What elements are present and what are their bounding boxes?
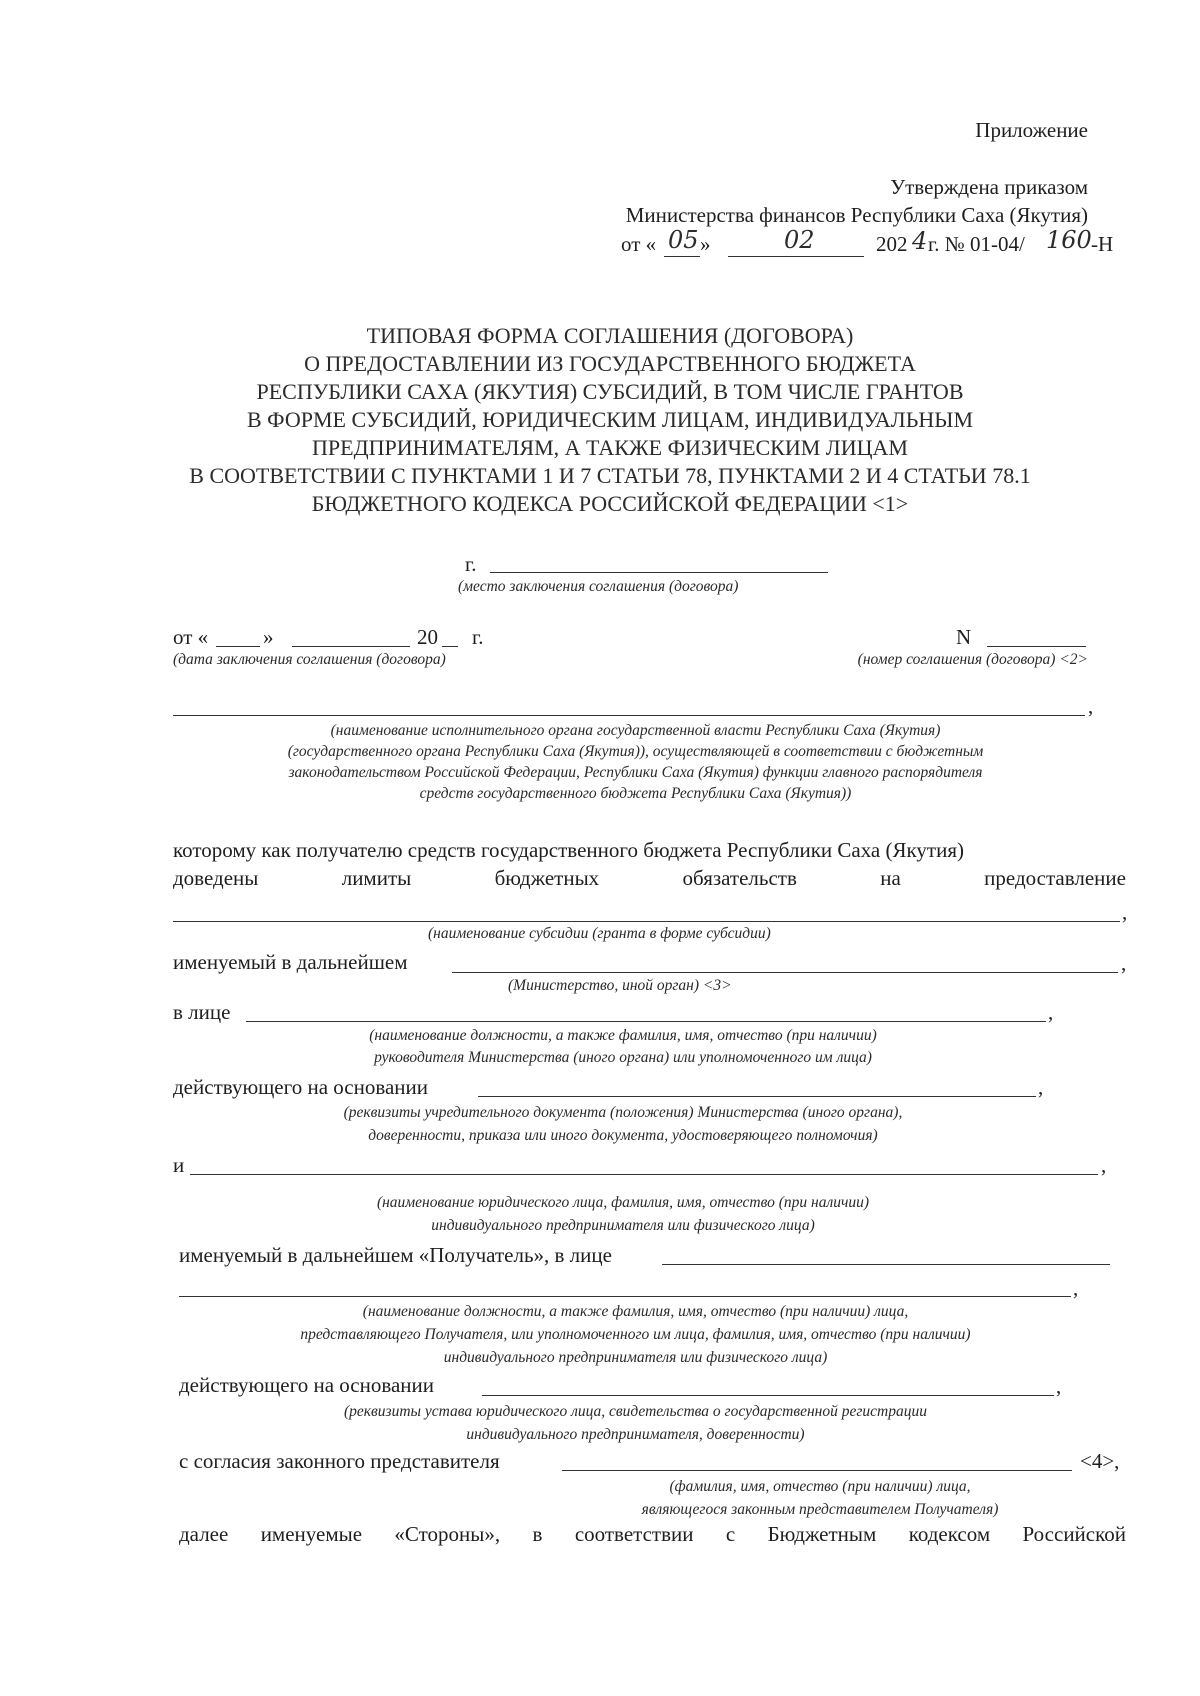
named-label: именуемый в дальнейшем [173,950,408,974]
and-label: и [173,1153,185,1177]
receiver-note: (наименование должности, а также фамилия, имя, отчество (при наличии) лица, представляющего Получателя, или уполномоченного им лица, фамилия, имя, отчество (при наличии) индивидуального предпринимателя или физического лица) [300,1303,971,1366]
number-note: (номер соглашения (договора) <2> [857,651,1088,668]
consent-field [562,1470,1072,1471]
consent-ref: <4>, [1080,1449,1120,1473]
organ-note: (наименование исполнительного органа государственной власти Республики Саха (Якутия) (государственного органа Республики Саха (Якутия)), осуществляющей в соответствии с бюджетным законодательством Российской Федерации, Республики Саха (Якутия) функции главного распорядителя средств государственного бюджета Республики Саха (Якутия)) [287,722,984,802]
consent-label: с согласия законного представителя [179,1449,500,1473]
consent-note: (фамилия, имя, отчество (при наличии) лица, являющегося законным представителем Получателя) [641,1478,999,1518]
document-title: ТИПОВАЯ ФОРМА СОГЛАШЕНИЯ (ДОГОВОРА) О ПРЕДОСТАВЛЕНИИ ИЗ ГОСУДАРСТВЕННОГО БЮДЖЕТА РЕСПУБЛИКИ САХА (ЯКУТИЯ) СУБСИДИЙ, В ТОМ ЧИСЛЕ ГРАНТОВ В ФОРМЕ СУБСИДИЙ, ЮРИДИЧЕСКИМ ЛИЦАМ, ИНДИВИДУАЛЬНЫМ ПРЕДПРИНИМАТЕЛЯМ, А ТАКЖЕ ФИЗИЧЕСКИМ ЛИЦАМ В СООТВЕТСТВИИ С ПУНКТАМИ 1 И 7 СТАТЬИ 78, ПУНКТАМИ 2 И 4 СТАТЬИ 78.1 БЮДЖЕТНОГО КОДЕКСА РОССИЙСКОЙ ФЕДЕРАЦИИ <1> [189,323,1031,516]
recipient-line-1: которому как получателю средств государственного бюджета Республики Саха (Якутия) [173,838,964,862]
handwritten-order-number: 160 [1046,226,1092,254]
recipient-line-2: доведены лимиты бюджетных обязательств на предоставление [173,866,1126,890]
appendix-label: Приложение [975,118,1088,142]
in-person-field [246,1021,1046,1022]
subsidy-field [173,921,1120,922]
place-field [490,572,828,573]
ministry-line: Министерства финансов Республики Саха (Якутия) [625,203,1088,227]
acting-field [478,1096,1036,1097]
date-note: (дата заключения соглашения (договора) [173,651,446,668]
acting2-note: (реквизиты устава юридического лица, свидетельства о государственной регистрации индивидуального предпринимателя, доверенности) [344,1403,927,1443]
handwritten-year-digit: 4 [912,227,928,255]
in-person-note: (наименование должности, а также фамилия, имя, отчество (при наличии) руководителя Министерства (иного органа) или уполномоченного им лица) [369,1027,877,1066]
document-page: Приложение Утверждена приказом Министерства финансов Республики Саха (Якутия) от « 05 » 02 202 4 г. № 01-04/ 160 -Н ТИПОВАЯ ФОРМА СОГЛАШЕНИЯ (ДОГОВОРА) О ПРЕДОСТАВЛЕНИИ ИЗ ГОСУДАРСТВЕННОГО БЮДЖЕТА РЕСПУБЛИКИ САХА (ЯКУТИЯ) СУБСИДИЙ, В ТОМ ЧИСЛЕ ГРАНТОВ В ФОРМЕ СУБСИДИЙ, ЮРИДИЧЕСКИМ ЛИЦАМ, ИНДИВИДУАЛЬНЫМ ПРЕДПРИНИМАТЕЛЯМ, А ТАКЖЕ ФИЗИЧЕСКИМ ЛИЦАМ В СООТВЕТСТВИИ С ПУНКТАМИ 1 И 7 СТАТЬИ 78, ПУНКТАМИ 2 И 4 СТАТЬИ 78.1 БЮДЖЕТНОГО КОДЕКСА РОССИЙСКОЙ ФЕДЕРАЦИИ <1> г. (место заключения соглашения (договора) от « » 20 г. (дата заключения соглашения (договора) N (номер соглашения (договора) <2> , (наименование исполнительного органа государственной власти Республики Саха (Якутия) (государственного органа Республики Саха (Якутия)), осуществляющей в соответствии с бюджетным законодательством Российской Федерации, Республики Саха (Якутия) функции главного распорядителя средств государственного бюджета Республики Саха (Якутия)) которому как получателю средств государственного бюджета Республики Саха (Якутия) доведены лимиты бюджетных обязательств на предоставление , (наименование субсидии (гранта в форме субсидии) именуемый в дальнейшем , (Министерство, иной орган) <3> в лице , (наименование должности, а также фамилия, имя, отчество (при наличии) руководителя Министерства (иного органа) или уполномоченного им лица) действующего на основании , (реквизиты учредительного документа (положения) Министерства (иного органа), доверенности, приказа или иного документа, удостоверяющего полномочия) и , (наименование юридического лица, фамилия, имя, отчество (при наличии) индивидуального предпринимателя или физического лица) именуемый в дальнейшем «Получатель», в лице , (наименование должности, а также фамилия, имя, отчество (при наличии) лица, представляющего Получателя, или уполномоченного им лица, фамилия, имя, отчество (при наличии) индивидуального предпринимателя или физического лица) действующего на основании , (реквизиты устава юридического лица, свидетельства о государственной регистрации индивидуального предпринимателя, доверенности) с согласия законного представителя <4>, (фамилия, имя, отчество (при наличии) лица, являющегося законным представителем Получателя) далее именуемые «Стороны», в соответствии с Бюджетным кодексом Российской [0,0,1200,1696]
place-prefix: г. [465,552,477,576]
and-field [190,1174,1098,1175]
receiver-field-1 [662,1264,1110,1265]
handwritten-month: 02 [784,226,815,254]
subsidy-note: (наименование субсидии (гранта в форме субсидии) [428,925,771,942]
named-field [452,972,1118,973]
organ-field [173,715,1085,716]
in-person-label: в лице [173,1000,231,1024]
approved-line: Утверждена приказом [890,175,1088,199]
acting2-label: действующего на основании [179,1373,435,1397]
receiver-label: именуемый в дальнейшем «Получатель», в лице [179,1243,612,1267]
receiver-field-2 [179,1296,1071,1297]
acting-note: (реквизиты учредительного документа (положения) Министерства (иного органа), доверенности, приказа или иного документа, удостоверяющего полномочия) [343,1104,903,1144]
named-note: (Министерство, иной орган) <3> [508,977,732,994]
final-line: далее именуемые «Стороны», в соответствии с Бюджетным кодексом Российской [179,1522,1126,1546]
acting2-field [482,1395,1054,1396]
place-note: (место заключения соглашения (договора) [458,578,739,595]
and-note: (наименование юридического лица, фамилия, имя, отчество (при наличии) индивидуального предпринимателя или физического лица) [376,1194,870,1234]
acting-label: действующего на основании [173,1075,429,1099]
handwritten-day: 05 [668,226,699,254]
